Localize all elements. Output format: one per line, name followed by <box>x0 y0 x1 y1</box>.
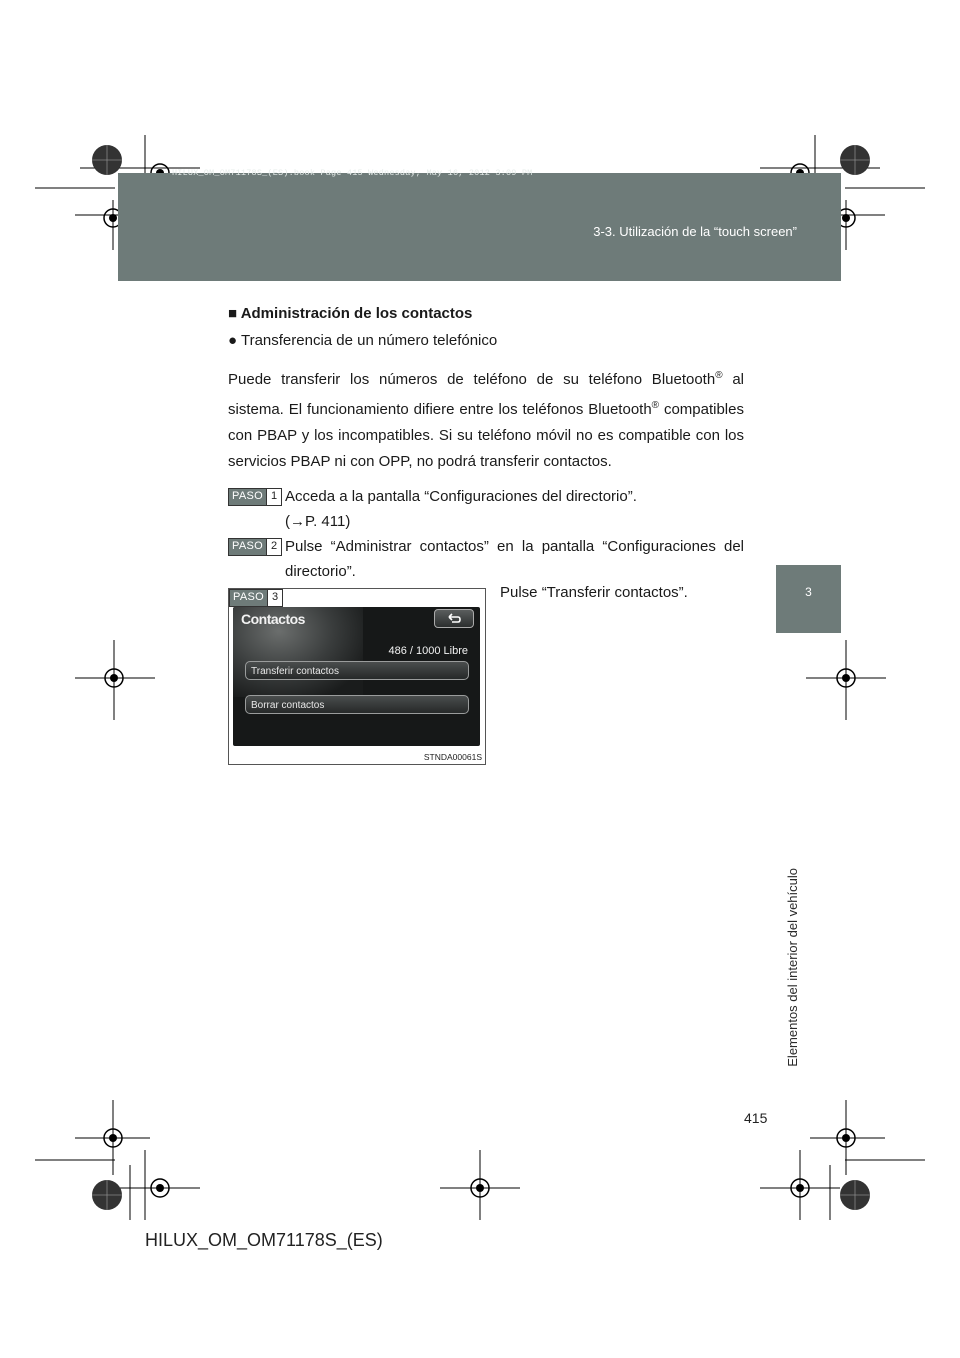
heading-square-text: Administración de los contactos <box>240 305 473 322</box>
touch-screen <box>233 607 480 746</box>
step-3-badge <box>229 589 283 607</box>
step-badge-label: PASO <box>229 539 266 555</box>
transfer-contacts-button[interactable]: Transferir contactos <box>245 661 469 680</box>
step-badge-number: 3 <box>267 590 282 606</box>
chapter-label: Elementos del interior del vehículo <box>785 868 800 1067</box>
figure-code: STNDA00061S <box>423 752 482 762</box>
step-2 <box>228 534 744 586</box>
step-badge <box>228 538 282 556</box>
capacity-readout: 486 / 1000 Libre <box>388 645 468 657</box>
registered-mark: ® <box>715 370 723 381</box>
step-badge-label: PASO <box>229 489 266 505</box>
delete-contacts-button[interactable]: Borrar contactos <box>245 695 469 714</box>
paragraph-part1: Puede transferir los números de teléfono de su teléfono Bluetooth <box>228 371 716 388</box>
circle-bullet-icon: ● <box>228 332 238 349</box>
square-bullet-icon: ■ <box>228 305 238 322</box>
heading-bullet-text: Transferencia de un número telefónico <box>240 332 498 349</box>
step-badge-number: 2 <box>266 539 281 555</box>
paragraph-part2: al sistema. El funcionamiento difiere entre los teléfonos Bluetooth <box>228 371 745 418</box>
chapter-number: 3 <box>805 585 812 599</box>
step-2-text: Pulse “Administrar contactos” en la pantalla “Configuraciones del directorio”. <box>285 538 744 580</box>
step-1 <box>228 484 744 536</box>
step-badge-label: PASO <box>230 590 267 606</box>
screenshot-figure <box>228 588 486 765</box>
section-title: 3-3. Utilización de la “touch screen” <box>593 224 797 239</box>
step-1-text: Acceda a la pantalla “Configuraciones del directorio”. <box>285 488 637 505</box>
page-number: 415 <box>744 1110 768 1126</box>
step-1-reference: (→P. 411) <box>285 513 351 530</box>
step-badge <box>228 488 282 506</box>
book-meta: HILUX_OM_OM71178S_(ES).book Page 415 Wednesday, May 16, 2012 3:09 PM <box>172 168 533 178</box>
body-paragraph <box>228 363 744 475</box>
back-arrow-icon <box>446 612 462 624</box>
paragraph-part3: compatibles con PBAP y los incompatibles. Si su teléfono móvil no es compatible con los servicios PBAP ni con OPP, no podrá transferir contactos. <box>228 401 744 470</box>
heading-square <box>228 305 472 322</box>
step-badge-number: 1 <box>266 489 281 505</box>
step-text <box>285 484 744 534</box>
heading-bullet <box>228 332 497 349</box>
step-3-text: Pulse “Transferir contactos”. <box>500 584 688 601</box>
registered-mark-2: ® <box>651 400 660 411</box>
chapter-tab <box>776 565 841 633</box>
back-button[interactable] <box>434 609 474 628</box>
screen-title: Contactos <box>241 611 305 627</box>
document-code: HILUX_OM_OM71178S_(ES) <box>145 1230 383 1250</box>
